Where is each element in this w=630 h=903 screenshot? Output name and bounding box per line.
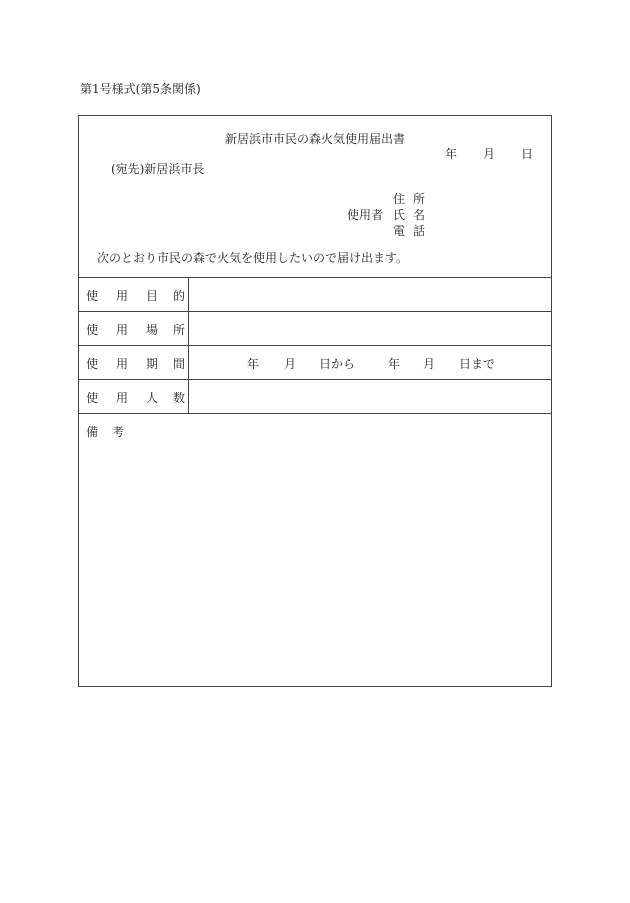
remarks-label: 備 bbox=[86, 425, 99, 439]
period-to-month: 月 bbox=[423, 357, 436, 371]
label-char: 期 bbox=[146, 357, 159, 371]
label-char: 人 bbox=[146, 391, 159, 405]
row-label bbox=[79, 346, 189, 379]
label-char: 用 bbox=[116, 391, 129, 405]
row-usage-purpose bbox=[79, 278, 551, 312]
submission-date[interactable] bbox=[445, 145, 533, 162]
row-label bbox=[79, 380, 189, 413]
label-char: 的 bbox=[173, 289, 186, 303]
usage-period-field[interactable] bbox=[189, 346, 551, 379]
label-char: 用 bbox=[116, 357, 129, 371]
date-day-label: 日 bbox=[520, 147, 533, 161]
row-label bbox=[79, 312, 189, 345]
period-from-month: 月 bbox=[284, 357, 297, 371]
date-month-label: 月 bbox=[482, 147, 495, 161]
date-year-label: 年 bbox=[444, 147, 457, 161]
name-field-label[interactable]: 氏名 bbox=[393, 208, 434, 222]
period-to-day: 日まで bbox=[459, 357, 496, 371]
usage-location-field[interactable] bbox=[189, 312, 551, 345]
notification-form bbox=[78, 115, 552, 687]
period-to-year: 年 bbox=[388, 357, 401, 371]
label-char: 目 bbox=[146, 289, 159, 303]
address-field-label[interactable]: 住所 bbox=[393, 192, 434, 206]
label-char: 用 bbox=[116, 289, 129, 303]
label-char: 使 bbox=[86, 289, 99, 303]
label-char: 使 bbox=[86, 357, 99, 371]
document-title: 新居浜市市民の森火気使用届出書 bbox=[224, 132, 405, 146]
row-usage-location bbox=[79, 312, 551, 346]
applicant-block bbox=[347, 190, 467, 238]
form-header bbox=[79, 116, 551, 278]
label-char: 場 bbox=[146, 323, 159, 337]
addressee: (宛先)新居浜市長 bbox=[111, 162, 205, 176]
phone-field-label[interactable]: 電話 bbox=[393, 224, 434, 238]
label-char: 所 bbox=[173, 323, 186, 337]
period-from-day: 日から bbox=[319, 357, 356, 371]
label-char: 使 bbox=[86, 391, 99, 405]
usage-purpose-field[interactable] bbox=[189, 278, 551, 311]
row-number-of-users bbox=[79, 380, 551, 414]
period-from-year: 年 bbox=[247, 357, 260, 371]
row-label bbox=[79, 278, 189, 311]
label-char: 数 bbox=[173, 391, 186, 405]
label-char: 使 bbox=[86, 323, 99, 337]
remarks-field[interactable] bbox=[79, 414, 551, 689]
label-char: 間 bbox=[173, 357, 186, 371]
number-of-users-field[interactable] bbox=[189, 380, 551, 413]
remarks-label: 考 bbox=[112, 425, 125, 439]
request-statement: 次のとおり市民の森で火気を使用したいので届け出ます。 bbox=[97, 251, 409, 265]
row-usage-period bbox=[79, 346, 551, 380]
applicant-role-label: 使用者 bbox=[347, 208, 384, 222]
form-number: 第1号様式(第5条関係) bbox=[80, 82, 201, 96]
label-char: 用 bbox=[116, 323, 129, 337]
